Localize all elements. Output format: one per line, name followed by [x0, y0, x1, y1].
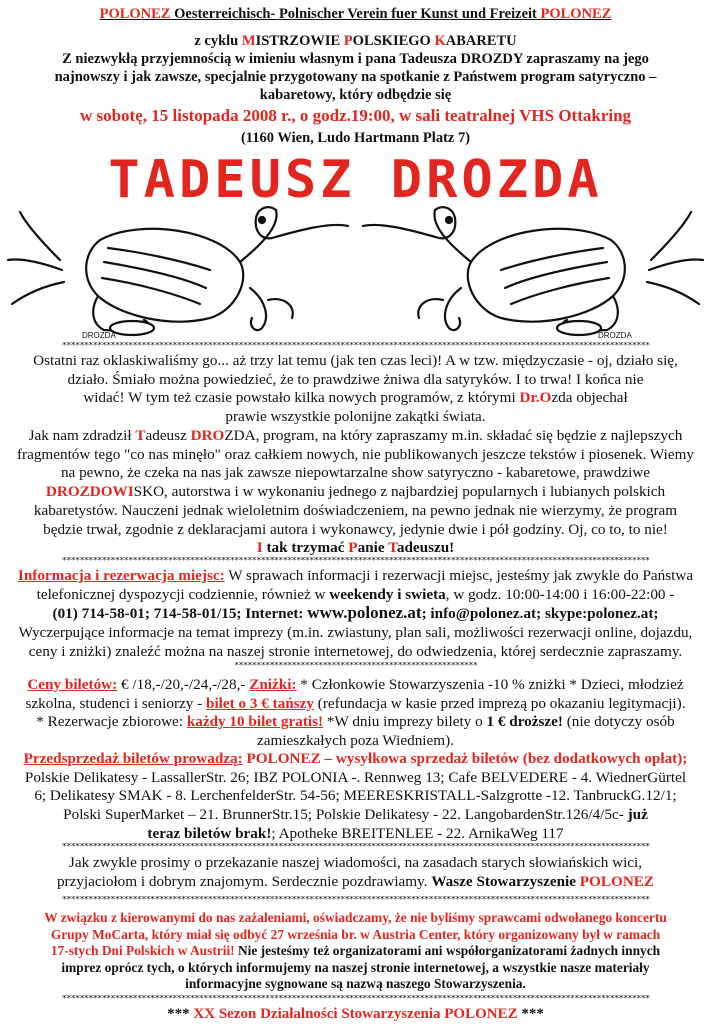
- divider: *************************************************************************************************************************************: [61, 557, 650, 566]
- text-span: ZDA: [224, 427, 256, 444]
- text-line: Wyczerpujące informacje na temat imprezy (m.in. zwiastuny, plan sali, możliwości rezerwacji online, dojazdu,: [18, 624, 693, 642]
- text-span: szkolna, studenci i seniorzy -: [25, 694, 206, 712]
- section-label: Informacja i rezerwacja miejsc:: [17, 567, 225, 584]
- text-span: SKO: [133, 483, 165, 501]
- text-line: [0, 676, 711, 695]
- event-date-venue: w sobotę, 15 listopada 2008 r., o godz.19:00, w sali teatralnej VHS Ottakring: [79, 106, 632, 125]
- text-span: , autorstwa i w wykonaniu jednego z najbardziej popularnych i lubianych polskich: [164, 483, 666, 501]
- text-span: , program, na który zapraszamy m.in. składać się będzie z najlepszych: [255, 427, 683, 444]
- highlight-drozdowi: DROZDOWI: [45, 483, 134, 501]
- text-line: ceny i zniżki) znaleźć można na naszej stronie internetowej, do odwiedzenia, której serdecznie zapraszamy.: [28, 642, 683, 660]
- text-span: , w godz. 10:00-14:00 i 16:00-22:00 -: [445, 585, 675, 603]
- text-span: Jak nam zdradził: [28, 427, 136, 444]
- divider: *************************************************************************************************************************************: [61, 342, 650, 351]
- text-span: przyjaciołom i dobrym znajomym. Serdecznie pozdrawiamy.: [56, 872, 432, 890]
- caricature-artwork: [0, 200, 711, 340]
- text-line: zamieszkałych poza Wiedniem).: [257, 732, 454, 750]
- text-line: 6; Delikatesy SMAK - 8. LerchenfelderStr. 54-56; MEERESKRISTALL-Salzgrotte -12. TanbruckG.12/1;: [34, 787, 677, 805]
- org-name-left: POLONEZ: [99, 6, 171, 22]
- text-line: [0, 586, 711, 605]
- text-span: zda: [551, 389, 573, 407]
- text-span: * Rezerwacje zbiorowe:: [36, 713, 187, 731]
- cycle-letter: P: [343, 33, 353, 49]
- divider: *************************************************************************************************************************************: [61, 896, 650, 905]
- text-span: ; Apotheke BREITENLEE - 22. ArnikaWeg 117: [271, 824, 564, 842]
- text-line: prawie wszystkie polonijne zakątki świata.: [225, 408, 486, 426]
- text-line: [0, 604, 711, 624]
- divider: *************************************************************************************************************************************: [61, 995, 650, 1004]
- text-span: weekendy i swieta: [329, 585, 446, 603]
- caricature-right: [363, 207, 703, 335]
- text-line: [0, 825, 711, 844]
- artist-signature-right: DROZDA: [598, 331, 632, 340]
- text-line: [0, 389, 711, 408]
- text-line: imprez oprócz tych, o których informujemy na naszej stronie internetowej, a wszystkie nasze materiały: [61, 959, 650, 975]
- section-label: Ceny biletów:: [27, 676, 118, 693]
- divider: *************************************************************************************************************************************: [61, 843, 650, 852]
- contact-emails: ; info@polonez.at; skype:polonez.at;: [421, 605, 659, 623]
- text-line: Ostatni raz oklaskiwaliśmy go... aż trzy lat temu (jak ten czas leci)! A w tzw. międzyczasie - oj, działo się,: [33, 352, 678, 369]
- highlight-price-increase: 1 € droższe!: [486, 713, 563, 731]
- text-span: 17-stych Dni Polskich w Austrii!: [50, 943, 235, 958]
- org-description: Oesterreichisch- Polnischer Verein fuer Kunst und Freizeit: [170, 6, 541, 22]
- highlight-letter: T: [135, 427, 146, 444]
- cycle-word: OLSKIEGO: [352, 33, 435, 49]
- org-name-right: POLONEZ: [540, 6, 612, 22]
- text-span: *W dniu imprezy bilety o: [323, 713, 487, 731]
- artist-signature-left: DROZDA: [82, 331, 116, 340]
- performer-name-title: TADEUSZ DROZDA: [108, 150, 603, 210]
- text-span: tak trzymać: [262, 539, 349, 557]
- signature-polonez: POLONEZ: [575, 872, 655, 890]
- invitation-text: [0, 50, 711, 104]
- text-line: kabaretystów. Nauczeni jednak wieloletnim doświadczeniem, na pewno jednak nie wierzymy, że program: [33, 501, 678, 519]
- text-line: [0, 750, 711, 769]
- text-line: [0, 483, 711, 502]
- cycle-word: ISTRZOWIE: [255, 33, 344, 49]
- text-span: ***: [517, 1006, 544, 1022]
- text-span: W sprawach informacji i rezerwacji miejsc, jesteśmy jak zwykle do Państwa: [224, 567, 694, 584]
- text-span: * Członkowie Stowarzyszenia -10 % zniżki * Dzieci, młodzież: [296, 676, 684, 693]
- text-span: już: [627, 806, 648, 824]
- section-prices: [0, 676, 711, 751]
- text-span: Polski SuperMarket – 21. BrunnerStr.15; Polskie Delikatesy - 22. LangobardenStr.126/4/5c-: [63, 806, 628, 824]
- section-label: Przedsprzedaż biletów prowadzą:: [23, 750, 243, 767]
- divider: *******************************************************: [233, 662, 477, 671]
- text-line: będzie trwał, zgodnie z deklaracjami autora i wykonawcy, jedynie dwie i pół godziny. Oj, co to, to nie!: [43, 520, 668, 538]
- cycle-letter: M: [241, 33, 256, 49]
- text-span: € /18,-/20,-/24,-/28,-: [117, 676, 250, 693]
- footer-season: [0, 1006, 711, 1023]
- highlight-letter: I: [256, 539, 263, 557]
- text-line: Grupy MoCarta, który miał się odbyć 27 września br. w Austria Center, który organizowany był w ramach: [50, 926, 661, 942]
- closing-greeting: [0, 854, 711, 891]
- text-line: [0, 713, 711, 732]
- text-span: anie: [357, 539, 389, 557]
- text-line: [0, 695, 711, 714]
- paragraph-program: [0, 427, 711, 558]
- text-span: widać! W tym też czasie powstało kilka nowych programów, z którymi: [83, 389, 520, 407]
- highlight-free-ticket: każdy 10 bilet gratis!: [186, 713, 324, 731]
- text-line: [0, 539, 711, 558]
- section-presale: [0, 750, 711, 844]
- highlight-letter: T: [388, 539, 397, 557]
- cycle-letter: K: [434, 33, 446, 49]
- event-address: (1160 Wien, Ludo Hartmann Platz 7): [240, 130, 471, 146]
- text-line: [0, 427, 711, 446]
- text-span: telefonicznej dyspozycji codziennie, również w: [36, 585, 330, 603]
- cycle-title: [0, 33, 711, 50]
- paragraph-last-visit: [0, 352, 711, 427]
- season-text: XX Sezon Działalności Stowarzyszenia POLONEZ: [193, 1006, 518, 1022]
- intro-line: kabaretowy, który odbędzie się: [259, 87, 452, 103]
- text-span: (nie dotyczy osób: [562, 713, 675, 731]
- highlight-dro: DRO: [190, 427, 225, 444]
- text-line: informacyjne sygnowane są nazwą naszego Stowarzyszenia.: [185, 976, 526, 991]
- text-line: [0, 943, 711, 960]
- website-link[interactable]: www.polonez.at: [307, 603, 422, 623]
- text-line: W związku z kierowanymi do nas zażaleniami, oświadczamy, że nie byliśmy sprawcami odwołanego koncertu: [44, 910, 667, 925]
- highlight-dr: Dr.: [519, 389, 540, 407]
- section-label: Zniżki:: [249, 676, 297, 693]
- text-line: na pewno, że czeka na nas jak zawsze niepowtarzalne show satyryczno - kabaretowe, prawdziwe: [60, 464, 651, 482]
- text-span: teraz biletów brak!: [147, 824, 272, 842]
- text-line: fragmentów tego "co nas minęło" oraz całkiem nowych, nie publikowanych jeszcze tekstów i piosenek. Wiemy: [16, 445, 695, 463]
- cycle-prefix: z cyklu: [194, 33, 242, 49]
- section-info-reservation: [0, 567, 711, 662]
- organization-header: [0, 6, 711, 23]
- text-line: Polskie Delikatesy - LassallerStr. 26; IBZ POLONIA -. Rennweg 13; Cafe BELVEDERE - 4. WiednerGürtel: [24, 768, 687, 786]
- text-span: adeuszu!: [396, 539, 455, 557]
- phone-numbers: (01) 714-58-01; 714-58-01/15; Internet:: [52, 605, 308, 623]
- text-span: POLONEZ – wysyłkowa sprzedaż biletów (bez dodatkowych opłat);: [242, 750, 688, 767]
- text-line: [0, 873, 711, 892]
- caricature-left: [8, 207, 348, 335]
- cycle-word: ABARETU: [445, 33, 517, 49]
- text-line: Jak zwykle prosimy o przekazanie naszej wiadomości, na zasadach starych słowiańskich wici,: [68, 854, 643, 871]
- intro-line: Z niezwykłą przyjemnością w imieniu własnym i pana Tadeusza DROZDY zapraszamy na jego: [62, 51, 649, 67]
- text-span: Nie jesteśmy też organizatorami ani współorganizatorami żadnych innych: [234, 943, 661, 958]
- text-line: działo. Śmiało można powiedzieć, że to prawdziwe żniwa dla satyryków. I to trwa! I końca nie: [67, 370, 644, 388]
- highlight-letter: P: [348, 539, 358, 557]
- text-span: (refundacja w kasie przed imprezą po okazaniu legitymacji).: [314, 694, 686, 712]
- text-span: objechał: [572, 389, 628, 407]
- intro-line: najnowszy i jak zawsze, specjalnie przygotowany na spotkanie z Państwem program satyryczno –: [54, 69, 657, 85]
- text-span: ***: [167, 1006, 194, 1022]
- text-span: adeusz: [145, 427, 191, 444]
- text-line: [0, 567, 711, 586]
- notice-mocarta: [0, 910, 711, 993]
- signature-association: Wasze Stowarzyszenie: [431, 872, 576, 890]
- highlight-discount: bilet o 3 € tańszy: [206, 694, 314, 712]
- highlight-o: O: [539, 389, 552, 407]
- text-line: [0, 806, 711, 825]
